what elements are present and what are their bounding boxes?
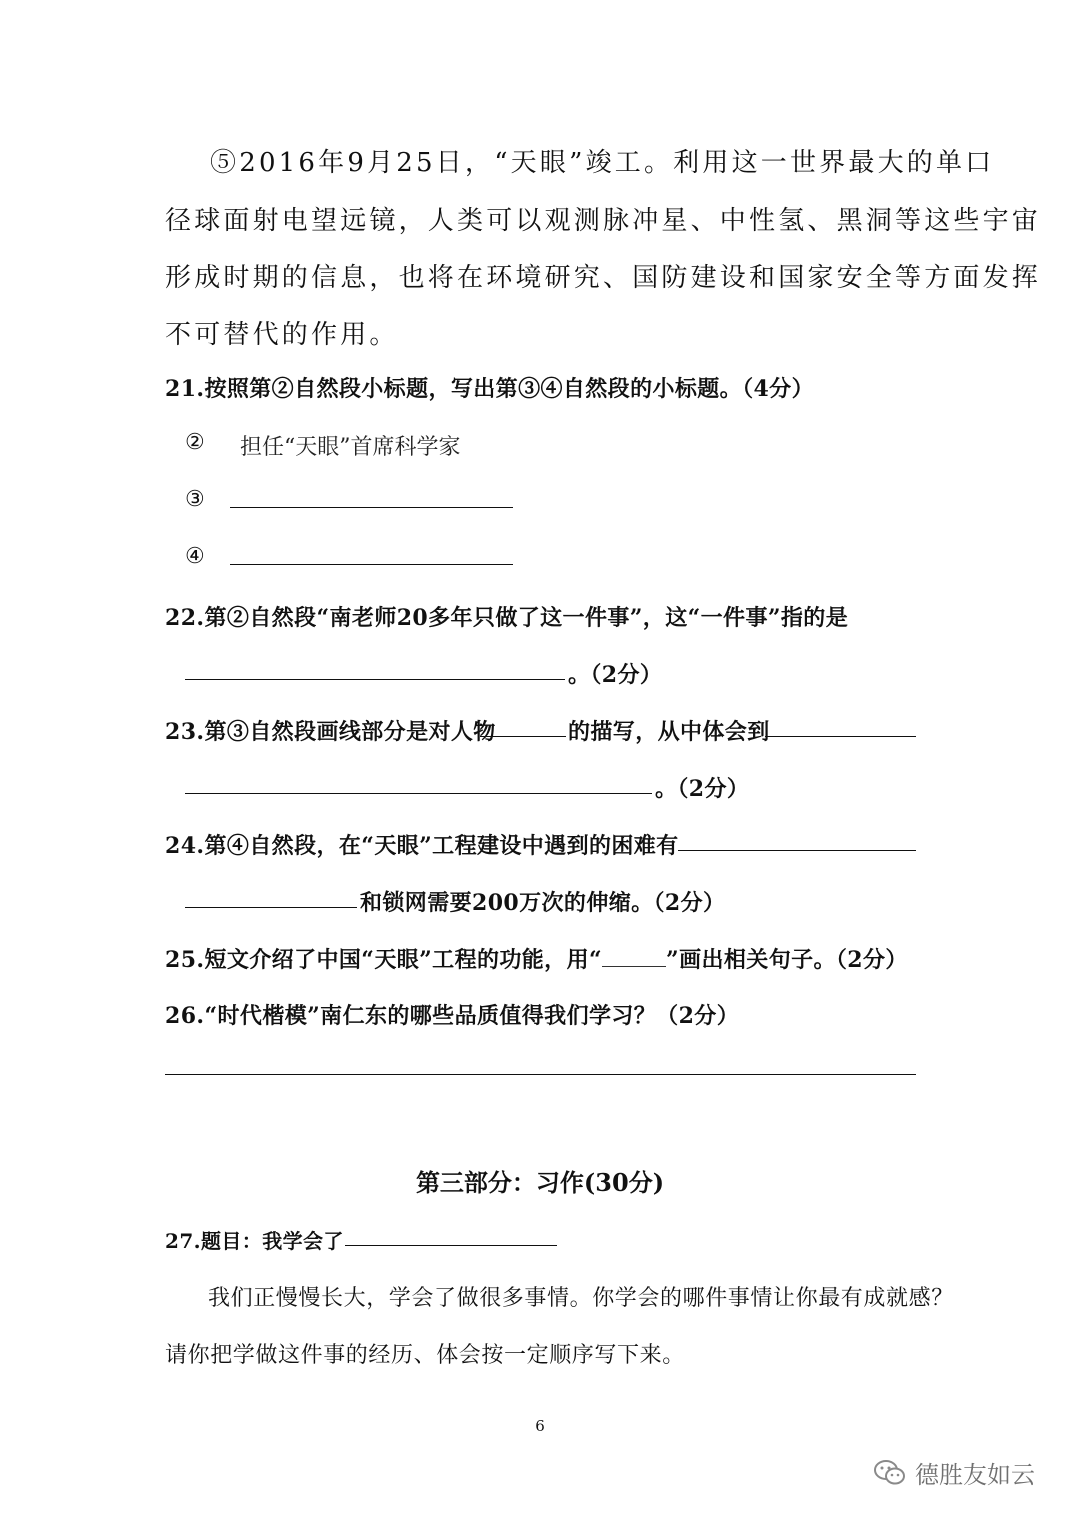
paragraph-line-1: ⑤2016年9月25日，“天眼”竣工。利用这一世界最大的单口 [210,148,995,178]
q21-answer-4-blank[interactable] [230,564,513,565]
q25-pre: 25.短文介绍了中国“天眼”工程的功能，用“ [165,947,603,973]
q21-answer-2: 担任“天眼”首席科学家 [240,435,461,460]
q27-prompt-line-1: 我们正慢慢长大，学会了做很多事情。你学会的哪件事情让你最有成就感？ [208,1286,954,1311]
watermark-text: 德胜友如云 [915,1461,1035,1489]
q27-title-blank[interactable] [345,1245,557,1246]
q24-tail: 和锁网需要200万次的伸缩。（2分） [360,890,726,916]
paragraph-line-4: 不可替代的作用。 [165,320,399,350]
part3-title: 第三部分：习作(30分) [415,1168,665,1197]
question-25 [165,943,908,974]
question-21: 21.按照第②自然段小标题，写出第③④自然段的小标题。（4分） [165,376,814,402]
paragraph-line-3: 形成时期的信息，也将在环境研究、国防建设和国家安全等方面发挥 [165,263,1042,293]
watermark [873,1455,1035,1490]
question-27: 27.题目：我学会了 [165,1229,344,1253]
wechat-icon [873,1458,907,1488]
q23-score: 。（2分） [655,776,750,802]
question-24: 24.第④自然段，在“天眼”工程建设中遇到的困难有 [165,833,679,859]
q22-answer-blank[interactable] [185,679,565,680]
q24-blank-1[interactable] [678,850,916,851]
page-number: 6 [535,1417,545,1435]
q24-blank-2[interactable] [185,907,357,908]
q23-blank-1[interactable] [480,736,566,737]
q21-marker-3: ③ [185,487,205,512]
paragraph-line-2: 径球面射电望远镜，人类可以观测脉冲星、中性氢、黑洞等这些宇宙 [165,206,1042,236]
q23-blank-2[interactable] [765,736,916,737]
q25-underline-sample [602,952,666,967]
q21-marker-4: ④ [185,544,205,569]
question-26: 26.“时代楷模”南仁东的哪些品质值得我们学习？（2分） [165,1003,740,1029]
q21-answer-3-blank[interactable] [230,507,513,508]
question-23: 23.第③自然段画线部分是对人物 [165,719,496,745]
q21-marker-2: ② [185,430,205,455]
q23-blank-3[interactable] [185,793,652,794]
q25-post: ”画出相关句子。（2分） [666,947,908,973]
q26-answer-blank[interactable] [165,1074,916,1075]
question-22: 22.第②自然段“南老师20多年只做了这一件事”，这“一件事”指的是 [165,605,849,631]
q27-prompt-line-2: 请你把学做这件事的经历、体会按一定顺序写下来。 [165,1343,685,1368]
q22-score: 。（2分） [568,662,663,688]
question-23-mid: 的描写，从中体会到 [568,719,770,745]
